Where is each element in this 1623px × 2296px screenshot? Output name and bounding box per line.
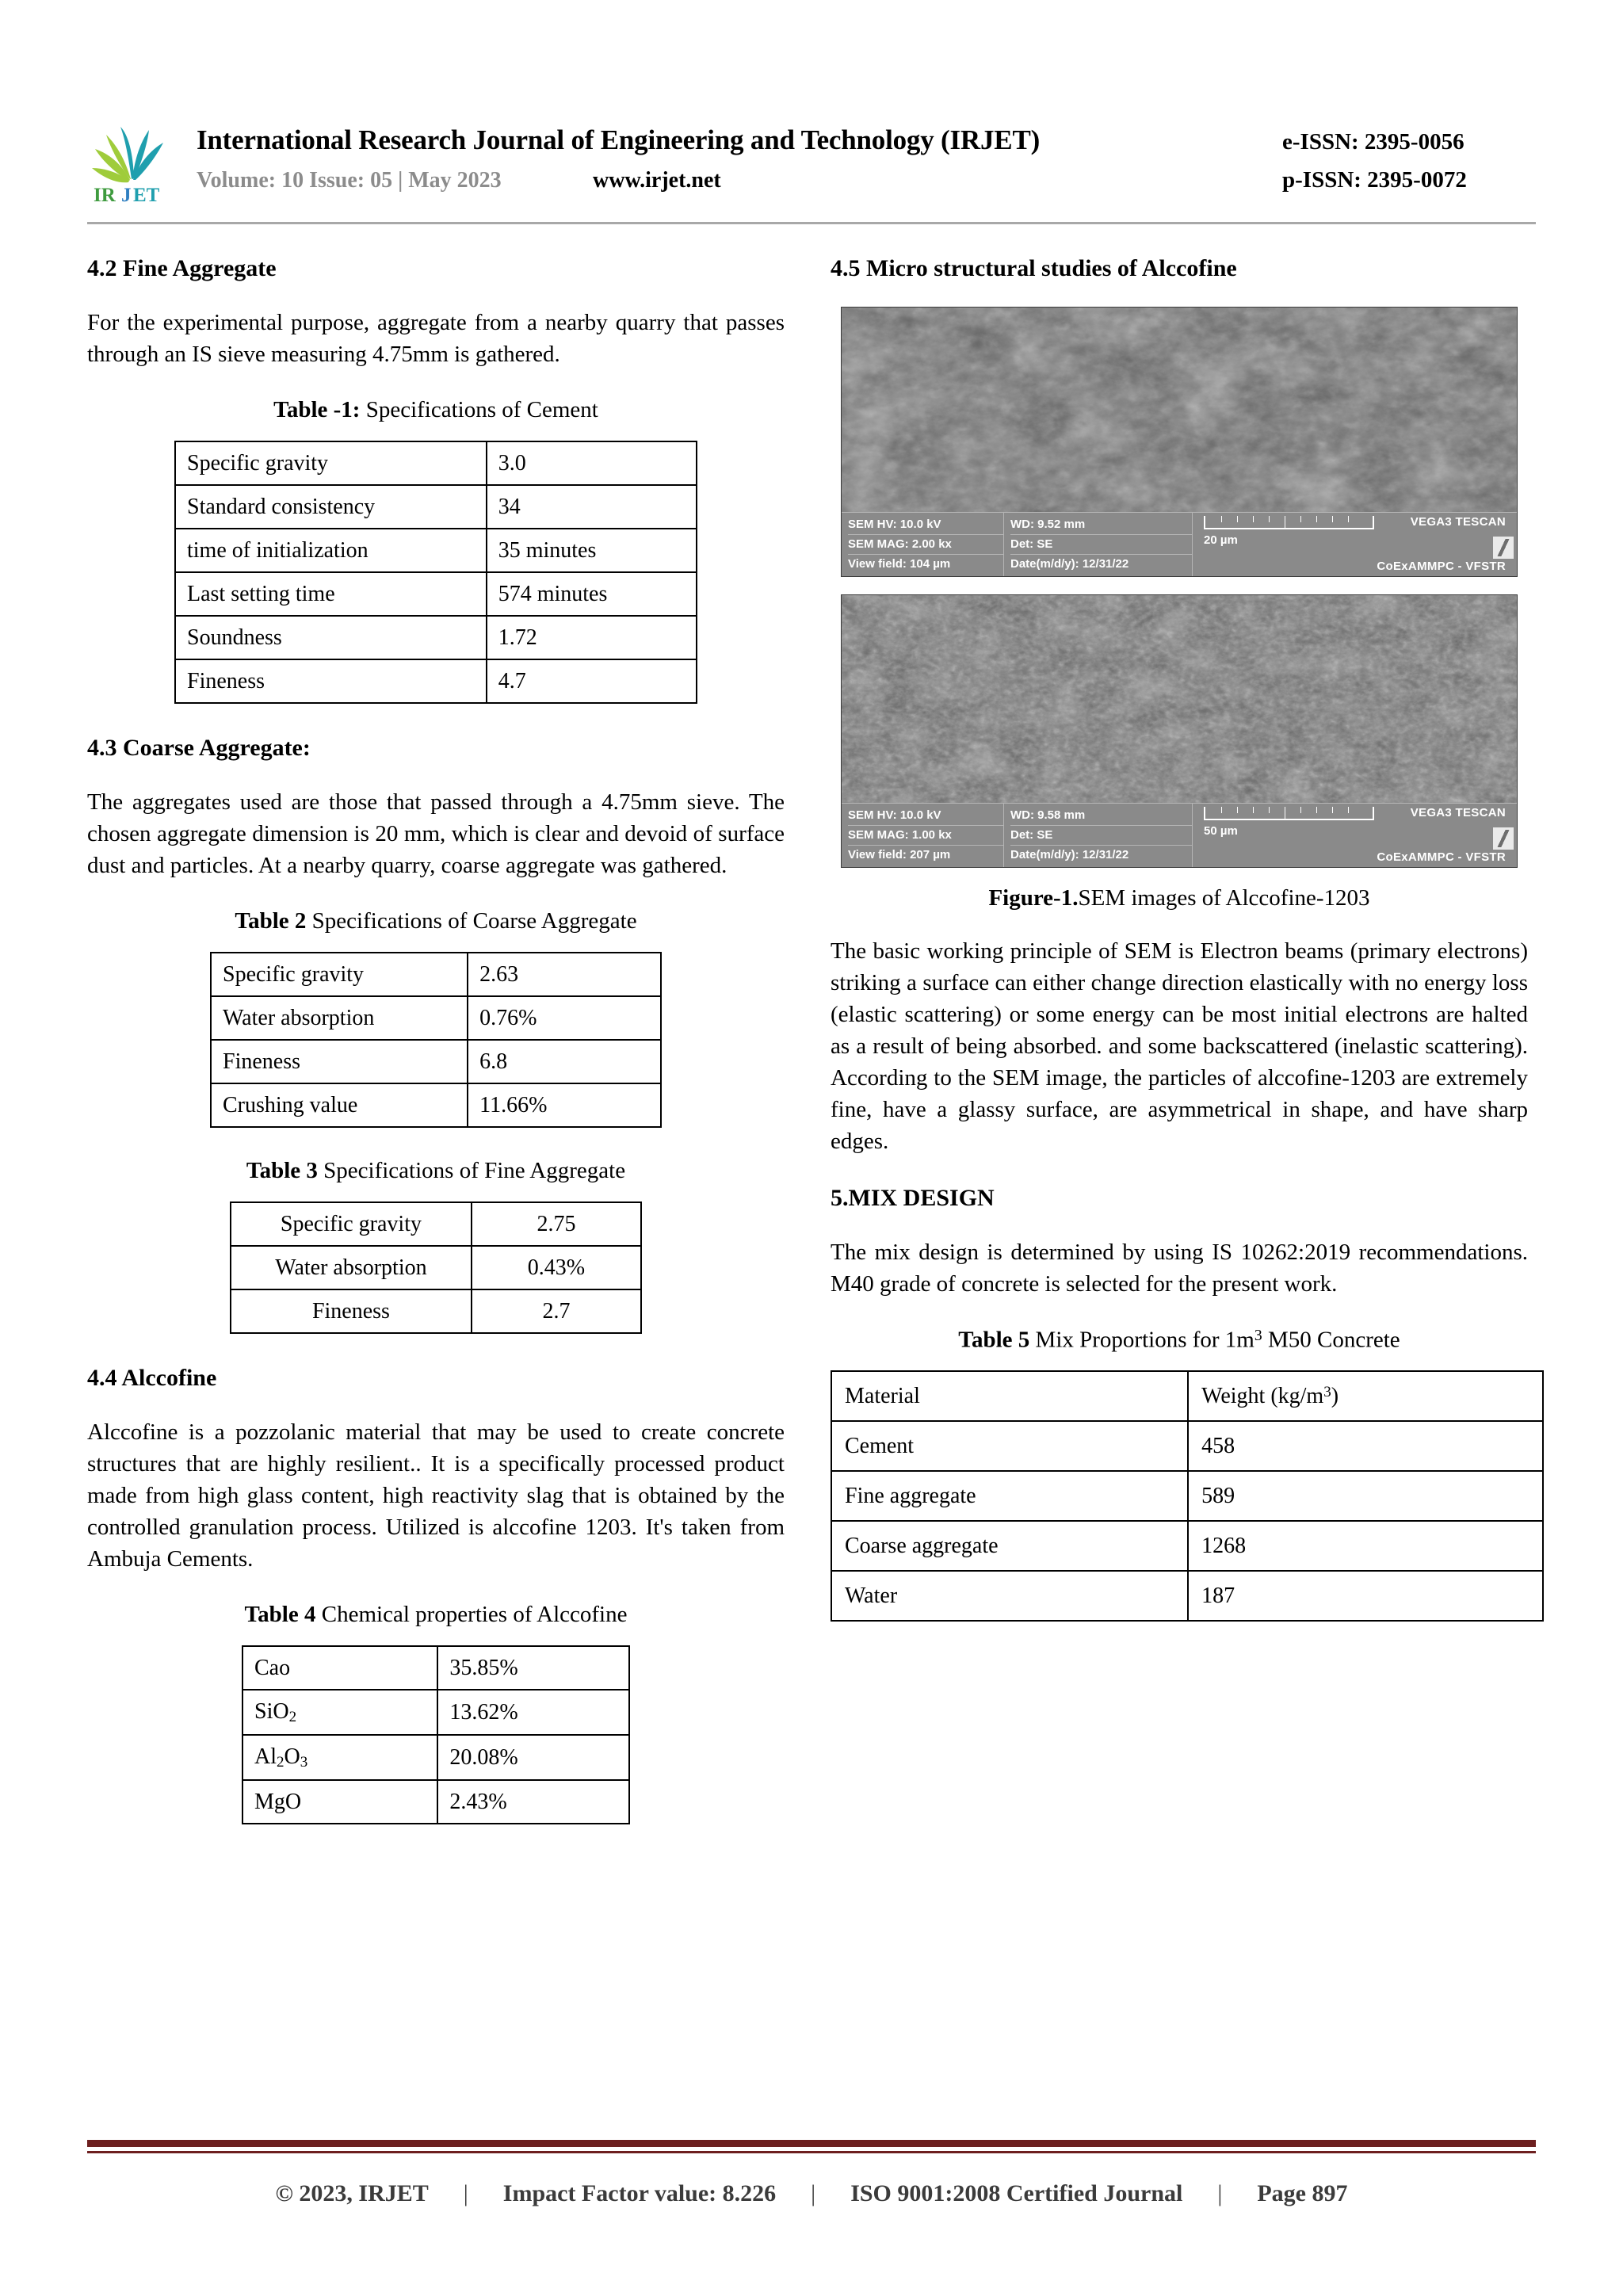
- table-row: [242, 1646, 629, 1690]
- table1-caption-text: Specifications of Cement: [360, 397, 598, 423]
- table5-caption-label: Table 5: [958, 1327, 1030, 1353]
- paragraph-4-2: For the experimental purpose, aggregate from a nearby quarry that passes through an IS sieve measuring 4.75mm is gathered.: [87, 310, 785, 368]
- cell-label: Specific gravity: [211, 953, 468, 996]
- footer-separator: |: [1217, 2180, 1223, 2206]
- right-column: [831, 254, 1528, 1855]
- table2-caption-text: Specifications of Coarse Aggregate: [306, 908, 637, 934]
- svg-text:ET: ET: [133, 185, 160, 206]
- cell-value: 34: [487, 485, 697, 529]
- journal-website[interactable]: www.irjet.net: [593, 167, 721, 193]
- table-row: [211, 1040, 661, 1083]
- table5-caption-text-a: Mix Proportions for 1m: [1029, 1327, 1254, 1353]
- cell-label: Specific gravity: [175, 441, 487, 485]
- cell-label: Cement: [831, 1421, 1188, 1471]
- cell-value: 11.66%: [468, 1083, 661, 1127]
- table-header-row: [831, 1371, 1543, 1421]
- table5-caption: [831, 1327, 1528, 1353]
- volume-issue-date: Volume: 10 Issue: 05 | May 2023: [197, 167, 502, 193]
- sem-view-field: View field: 207 µm: [848, 848, 951, 861]
- figure-caption-label: Figure-1.: [988, 885, 1079, 911]
- figure-1-caption: [831, 885, 1528, 911]
- left-column: [87, 254, 785, 1855]
- cell-label: Crushing value: [211, 1083, 468, 1127]
- cell-label: Specific gravity: [231, 1202, 472, 1246]
- sem-brand: VEGA3 TESCAN: [1410, 515, 1506, 529]
- table-row: [175, 572, 697, 616]
- footer-separator: |: [463, 2180, 468, 2206]
- e-issn: e-ISSN: 2395-0056: [1282, 128, 1465, 155]
- cell-label: [242, 1646, 437, 1690]
- sem-micrograph-2: [842, 595, 1517, 803]
- sem-det: Det: SE: [1010, 826, 1192, 846]
- cell-value: 187: [1188, 1571, 1543, 1621]
- cell-label: Last setting time: [175, 572, 487, 616]
- footer-page-number: Page 897: [1257, 2180, 1348, 2206]
- footer-copyright: © 2023, IRJET: [275, 2180, 429, 2206]
- column-header-weight: Weight $(kg/m^3)$: [1188, 1371, 1543, 1421]
- subscript: 2: [288, 1709, 297, 1726]
- table-row: [831, 1521, 1543, 1571]
- logo-fan-icon: [92, 127, 163, 182]
- header-divider: [87, 222, 1536, 224]
- table3-caption-text: Specifications of Fine Aggregate: [317, 1158, 626, 1184]
- cell-label: Water absorption: [231, 1246, 472, 1289]
- footer-impact-factor: Impact Factor value: 8.226: [502, 2180, 777, 2206]
- table1-caption: [87, 397, 785, 423]
- table-5-mix-proportions: [831, 1370, 1544, 1622]
- footer-rule-thick: [87, 2140, 1536, 2147]
- cell-value: 35.85%: [437, 1646, 629, 1690]
- cell-label: Fine aggregate: [831, 1471, 1188, 1521]
- cell-value: 2.63: [468, 953, 661, 996]
- sem-mag: SEM MAG: 2.00 kx: [848, 535, 1003, 555]
- heading-4-4: 4.4 Alccofine: [87, 1365, 217, 1392]
- cell-label: Coarse aggregate: [831, 1521, 1188, 1571]
- heading-4-3: 4.3 Coarse Aggregate:: [87, 735, 311, 762]
- table-row: [211, 996, 661, 1040]
- journal-title: International Research Journal of Engineering and Technology (IRJET): [197, 124, 1041, 155]
- scale-bar-icon: [1204, 807, 1374, 820]
- sem-hv: SEM HV: 10.0 kV: [848, 515, 1003, 535]
- heading-5-mix-design: 5.MIX DESIGN: [831, 1185, 995, 1212]
- logo-wordmark: [94, 185, 160, 206]
- table-row: [175, 616, 697, 659]
- table-row: [175, 659, 697, 703]
- table4-caption-label: Table 4: [244, 1602, 316, 1628]
- cell-value: 13.62%: [437, 1690, 629, 1735]
- cell-label: MgO: [242, 1780, 437, 1824]
- table-row: [231, 1289, 641, 1333]
- sem-mag: SEM MAG: 1.00 kx: [848, 826, 1003, 846]
- subscript: 2: [277, 1754, 285, 1771]
- svg-text:J: J: [121, 185, 132, 206]
- table-row: [242, 1690, 629, 1735]
- cell-value: 1268: [1188, 1521, 1543, 1571]
- scale-bar-icon: [1204, 516, 1374, 529]
- table4-caption-text: Chemical properties of Alccofine: [315, 1602, 628, 1628]
- sem-det: Det: SE: [1010, 535, 1192, 555]
- table-row: [831, 1571, 1543, 1621]
- table-row: [211, 953, 661, 996]
- cell-label: Fineness: [231, 1289, 472, 1333]
- cell-value: 1.72: [487, 616, 697, 659]
- table3-caption-label: Table 3: [246, 1158, 318, 1184]
- cell-label: SiO$_2$: [242, 1690, 437, 1735]
- cell-value: 0.76%: [468, 996, 661, 1040]
- footer-iso-certification: ISO 9001:2008 Certified Journal: [850, 2180, 1183, 2206]
- table-3-fine-aggregate-specs: [230, 1201, 642, 1334]
- scale-label: 20 µm: [1204, 533, 1238, 547]
- sem-info-bar-1: [842, 512, 1517, 576]
- tescan-logo-icon: [1493, 827, 1514, 850]
- cell-value: 3.0: [487, 441, 697, 485]
- cell-value: 2.7: [472, 1289, 641, 1333]
- sem-info-col-mid: [1004, 804, 1193, 867]
- table-row: [175, 529, 697, 572]
- paragraph-4-3: The aggregates used are those that passed through a 4.75mm sieve. The chosen aggregate dimension is 20 mm, which is clear and devoid of surface dust and particles. At a nearby quarry, coarse aggregate was gathered.: [87, 789, 785, 879]
- two-column-body: [87, 254, 1536, 1855]
- subscript: 3: [300, 1754, 308, 1771]
- cell-value: 458: [1188, 1421, 1543, 1471]
- paragraph-4-4: Alccofine is a pozzolanic material that may be used to create concrete structures that are highly resilient.. It is a specifically processed product made from high glass content, high reactivity slag that is obtained by the controlled granulation process. Utilized is alccofine 1203. It's taken from Ambuja Cements.: [87, 1419, 785, 1572]
- footer-text: [87, 2180, 1536, 2207]
- cell-value: 589: [1188, 1471, 1543, 1521]
- tescan-logo-icon: [1493, 537, 1514, 559]
- heading-4-5: 4.5 Micro structural studies of Alccofine: [831, 255, 1237, 281]
- cell-label: Water: [831, 1571, 1188, 1621]
- column-header-material: Material: [831, 1371, 1188, 1421]
- sem-view-field: View field: 104 µm: [848, 557, 951, 571]
- sem-hv: SEM HV: 10.0 kV: [848, 806, 1003, 826]
- cell-label: $Al_2O_3$: [242, 1735, 437, 1780]
- sem-figure-2: [841, 594, 1518, 868]
- sem-date: Date(m/d/y): 12/31/22: [1010, 557, 1129, 571]
- sem-info-col-mid: [1004, 513, 1193, 576]
- table5-caption-text-b: M50 Concrete: [1262, 1327, 1400, 1353]
- scale-label: 50 µm: [1204, 824, 1238, 838]
- page-header: [87, 0, 1536, 206]
- sem-figure-1: [841, 307, 1518, 577]
- table-4-alccofine-chemical-properties: [242, 1645, 630, 1824]
- sem-micrograph-1: [842, 308, 1517, 512]
- cell-value: 20.08%: [437, 1735, 629, 1780]
- table-row: [211, 1083, 661, 1127]
- sem-info-col-right: [1193, 804, 1517, 867]
- sem-facility: CoExAMMPC - VFSTR: [1377, 850, 1506, 864]
- table-2-coarse-aggregate-specs: [210, 952, 662, 1128]
- sem-wd: WD: 9.58 mm: [1010, 806, 1192, 826]
- table4-caption: [87, 1602, 785, 1628]
- cell-value: 0.43%: [472, 1246, 641, 1289]
- cell-value: 4.7: [487, 659, 697, 703]
- sem-brand: VEGA3 TESCAN: [1410, 806, 1506, 819]
- cell-value: 35 minutes: [487, 529, 697, 572]
- sem-date: Date(m/d/y): 12/31/22: [1010, 848, 1129, 861]
- heading-4-2: 4.2 Fine Aggregate: [87, 255, 277, 281]
- cell-value: 2.43%: [437, 1780, 629, 1824]
- table-1-cement-specs: [174, 441, 697, 704]
- table-row: [231, 1202, 641, 1246]
- footer-separator: |: [811, 2180, 816, 2206]
- page-footer: [87, 2140, 1536, 2207]
- cell-value: 2.75: [472, 1202, 641, 1246]
- cell-label: Water absorption: [211, 996, 468, 1040]
- cell-label: time of initialization: [175, 529, 487, 572]
- table-row: [242, 1735, 629, 1780]
- superscript: 3: [1323, 1384, 1331, 1401]
- sem-facility: CoExAMMPC - VFSTR: [1377, 560, 1506, 573]
- table1-caption-label: Table -1:: [273, 397, 361, 423]
- cell-label: Fineness: [211, 1040, 468, 1083]
- table-row: [242, 1780, 629, 1824]
- table-row: [831, 1421, 1543, 1471]
- sem-info-col-right: [1193, 513, 1517, 576]
- table2-caption: [87, 908, 785, 934]
- sem-info-col-left: [842, 513, 1004, 576]
- table-row: [831, 1471, 1543, 1521]
- sem-info-col-left: [842, 804, 1004, 867]
- masthead-text: [197, 124, 1536, 193]
- cell-label: Soundness: [175, 616, 487, 659]
- irjet-logo: [87, 111, 176, 206]
- cell-value: 6.8: [468, 1040, 661, 1083]
- table-row: [175, 441, 697, 485]
- table3-caption: [87, 1158, 785, 1184]
- cell-label: Fineness: [175, 659, 487, 703]
- svg-text:IR: IR: [94, 185, 116, 206]
- sem-info-bar-2: [842, 803, 1517, 867]
- superscript: 3: [1254, 1327, 1262, 1345]
- table-row: [175, 485, 697, 529]
- cell-label: Standard consistency: [175, 485, 487, 529]
- table-row: [231, 1246, 641, 1289]
- p-issn: p-ISSN: 2395-0072: [1282, 166, 1467, 193]
- figure-caption-text: SEM images of Alccofine-1203: [1078, 885, 1370, 911]
- paragraph-5: The mix design is determined by using IS 10262:2019 recommendations. M40 grade of concrete is selected for the present work.: [831, 1240, 1528, 1297]
- compound-cao: Cao: [254, 1656, 291, 1681]
- cell-value: 574 minutes: [487, 572, 697, 616]
- sem-principle-paragraph: The basic working principle of SEM is Electron beams (primary electrons) striking a surface can either change direction elastically with no energy loss (elastic scattering) or some energy can be most initial electrons are halted as a result of being absorbed. and some backscattered (inelastic scattering). According to the SEM image, the particles of alccofine-1203 are extremely fine, have a glassy surface, are asymmetrical in shape, and have sharp edges.: [831, 938, 1528, 1155]
- footer-rule-thin: [87, 2151, 1536, 2153]
- table2-caption-label: Table 2: [235, 908, 307, 934]
- sem-wd: WD: 9.52 mm: [1010, 515, 1192, 535]
